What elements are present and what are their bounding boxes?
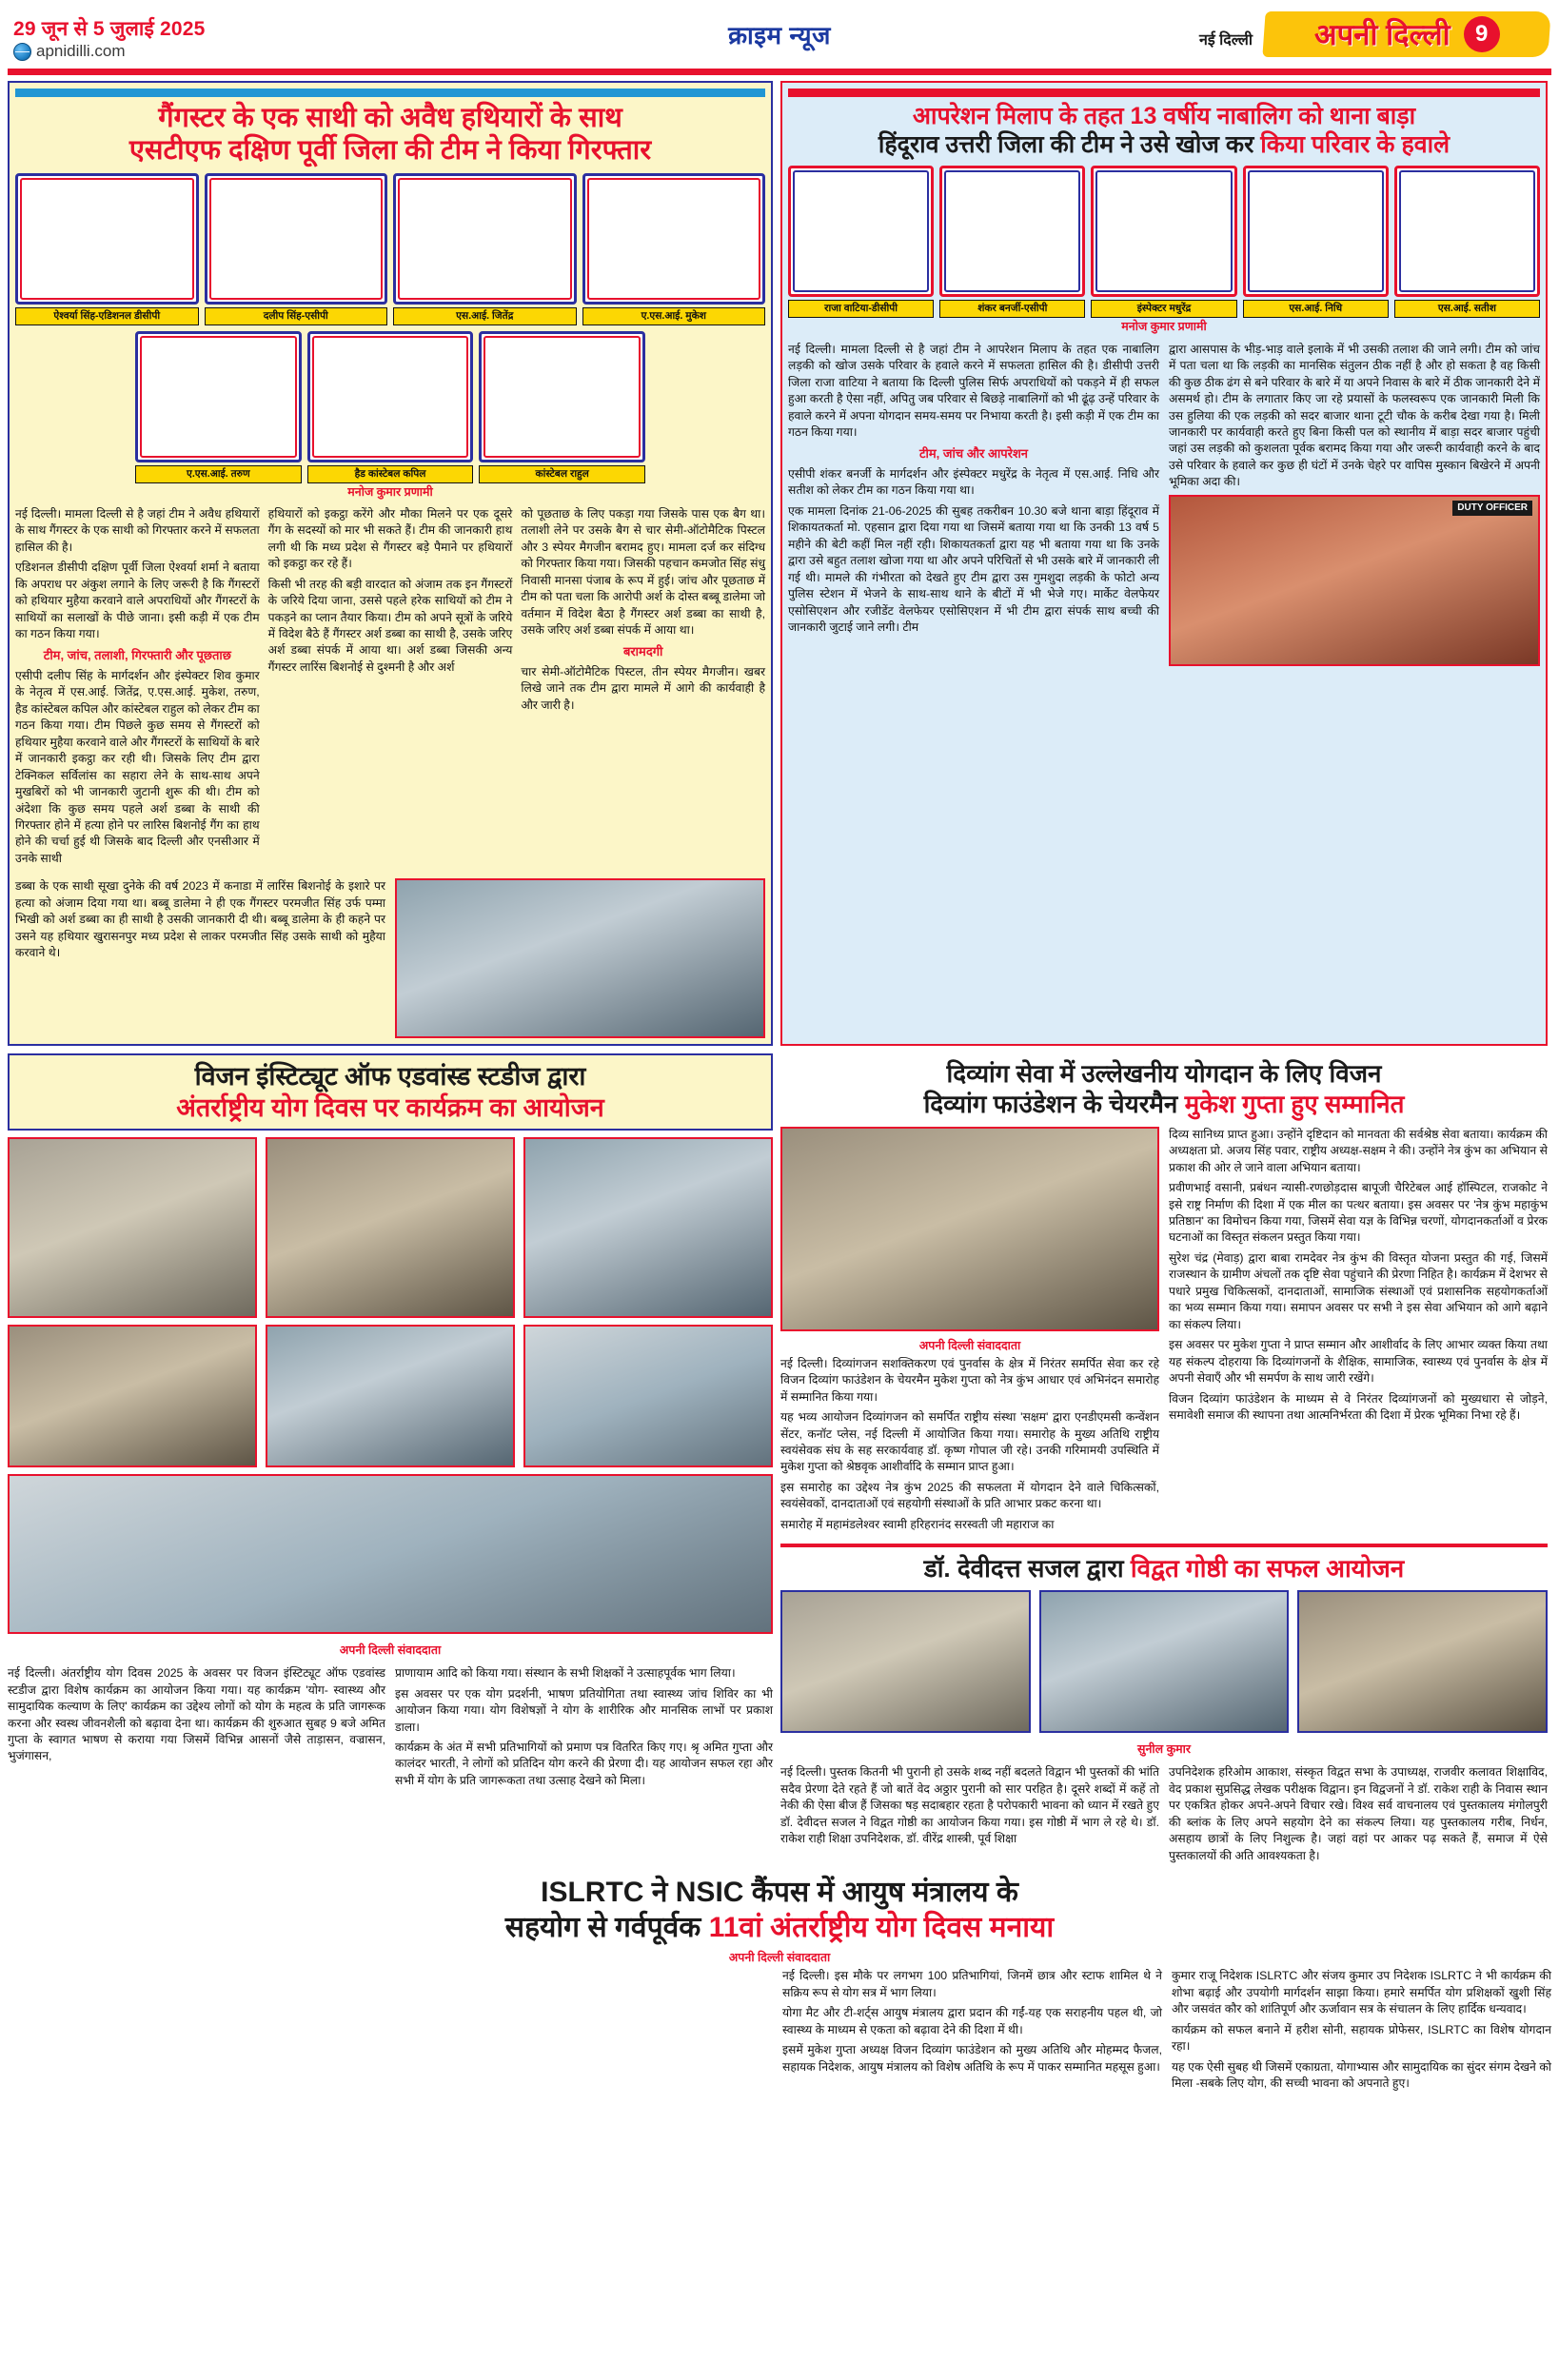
para: द्वारा आसपास के भीड़-भाड़ वाले इलाके में भी उसकी तलाश की जाने लगी। टीम को जांच में पता चला था कि लड़की का मानसिक संतुलन ठीक नहीं है और हो सकता है वह किसी की कुछ ठीक ढंग से बने परिवार के बारे में या अपने निवास के बारे में ठीक जानकारी देने में असमर्थ हो। टीम के लगातार किए जा रहे प्रयासों के फलस्वरूप एक जानकारी मिली कि उस हुलिया की एक लड़की को सदर बाजार थाना टूटी चौक के करीब देखा गया है। मिली जानकारी पर कार्यवाही करते हुए बिना किसी पल को स्थानीय में बाड़ा सदर बाजार पहुंची जहां उस लड़की को कुशलता पूर्वक बरामद किया गया और जरूरी कार्यवाही करने के बाद उसे परिवार के हवाले कर कुछ ही घंटों में उनके चेहरे पर वापिस मुस्कान बिखेरने में अपनी भूमिका अदा की। bbox=[1169, 342, 1540, 489]
duty-officer-sign: DUTY OFFICER bbox=[1452, 501, 1532, 516]
officer-card bbox=[479, 331, 645, 483]
para: नई दिल्ली। मामला दिल्ली से है जहां टीम ने आपरेशन मिलाप के तहत एक नाबालिग लड़की को खोज उसके परिवार के हवाले करने में सफलता हासिल की है। डीसीपी उत्तरी जिला राजा वाटिया ने बताया कि दिल्ली पुलिस सिर्फ अपराधियों को पकड़ने में ही सफल हुआ करती है ऐसा नहीं, अपितु जब परिवार से बिछड़े नाबालिगों को भी ढूंढ़ उन्हें परिवार के हवाले करने में अपना योगदान समय-समय पर निभाया करती है। इसी कड़ी में एक टीम का गठन किया गया। bbox=[788, 342, 1159, 439]
officer-caption: ऐश्वर्या सिंह-एडिशनल डीसीपी bbox=[15, 307, 199, 325]
photo-frame bbox=[1243, 166, 1389, 297]
goshthi-photo bbox=[1041, 1592, 1288, 1731]
divyang-byline: अपनी दिल्ली संवाददाता bbox=[918, 1338, 1021, 1352]
yoga-event-photo bbox=[525, 1139, 771, 1316]
para: उपनिदेशक हरिओम आकाश, संस्कृत विद्वत सभा के उपाध्यक्ष, राजवीर कलावत शिक्षाविद, वेद प्रकाश सुप्रसिद्ध लेखक परीक्षक विद्वान। इन विद्वजनों ने डॉ. राकेश राही के निवास स्थान पर एकत्रित होकर अपने-अपने विचार रखे। विश्व सर्व वाचनालय एवं पुस्तकालय मंगोलपुरी की ब्लांक के लिए अपने सहयोग देने का संकल्प लिया। यह पुस्तकालय गरीब, निर्धन, असहाय छात्रों के लिए निशुल्क है। जहां वहां पर आकर पढ़ सकते हैं, समाज में ऐसे पुस्तकालयों की अति आवश्यकता है। bbox=[1169, 1765, 1548, 1862]
photo-frame bbox=[15, 173, 199, 305]
para: इसमें मुकेश गुप्ता अध्यक्ष विजन दिव्यांग फाउंडेशन को मुख्य अतिथि और मोहम्मद फैजल, सहायक निदेशक, आयुष मंत्रालय को विशेष अतिथि के रूप में पाकर सम्मानित महसूस हुआ। bbox=[782, 2043, 1162, 2074]
masthead bbox=[0, 0, 1559, 69]
officer-card bbox=[307, 331, 474, 483]
islrtc-col-2 bbox=[1172, 1968, 1551, 2095]
para: यह भव्य आयोजन दिव्यांगजन को समर्पित राष्ट्रीय संस्था 'सक्षम' द्वारा एनडीएमसी कन्वेंशन सेंटर, कनॉट प्लेस, नई दिल्ली में आयोजित किया गया। समारोह के मुख्य अतिथि राष्ट्रीय स्वयंसेवक संघ के सह सरकार्यवाह डॉ. कृष्ण गोपाल जी रहे। उनकी गरिमामयी उपस्थिति में मुकेश गुप्ता को श्रेष्ठवृक आशीर्वादि के सम्मान प्राप्त हुआ। bbox=[780, 1410, 1159, 1474]
photo-frame bbox=[1297, 1590, 1548, 1733]
photo-frame bbox=[205, 173, 388, 305]
award-ceremony-photo bbox=[782, 1129, 1157, 1329]
top-stories-row bbox=[0, 81, 1559, 1046]
yoga-event-photo bbox=[267, 1327, 513, 1465]
islrtc-body bbox=[8, 1968, 1551, 2095]
story-milap bbox=[780, 81, 1548, 1046]
para: एसीपी शंकर बनर्जी के मार्गदर्शन और इंस्पेक्टर मधुरेंद्र के नेतृत्व में एस.आई. निधि और सतीश को लेकर टीम का गठन किया गया था। bbox=[788, 466, 1159, 498]
para: नई दिल्ली। मामला दिल्ली से है जहां टीम ने अवैध हथियारों के साथ गैंगस्टर के एक साथी को गिरफ्तार करने में सफलता हासिल की है। bbox=[15, 506, 260, 554]
officer-caption: कांस्टेबल राहुल bbox=[479, 465, 645, 483]
milap-subhead: टीम, जांच और आपरेशन bbox=[918, 446, 1029, 462]
milap-photo-row bbox=[788, 166, 1540, 318]
para: दिव्य सानिध्य प्राप्त हुआ। उन्होंने दृष्टिदान को मानवता की सर्वश्रेष्ठ सेवा बताया। कार्यक्रम की अध्यक्षता प्रो. अजय सिंह पवार, राष्ट्रीय अध्यक्ष-सक्षम ने की। उन्होंने नेत्र कुंभ का अभियान से प्रकाश की ओर ले जाने वाला अभियान बताया। bbox=[1169, 1127, 1548, 1174]
officer-card bbox=[393, 173, 577, 325]
officer-caption: इंस्पेक्टर मधुरेंद्र bbox=[1091, 300, 1236, 318]
yoga-event-photo bbox=[10, 1327, 255, 1465]
officer-caption: ए.एस.आई. तरुण bbox=[135, 465, 302, 483]
islrtc-col-1 bbox=[782, 1968, 1162, 2095]
gangster-body bbox=[15, 506, 765, 872]
yoga-byline: अपनी दिल्ली संवाददाता bbox=[339, 1643, 442, 1658]
photo-frame bbox=[780, 1127, 1159, 1331]
para: इस समारोह का उद्देश्य नेत्र कुंभ 2025 की सफलता में योगदान देने वाले चिकित्सकों, स्वयंसेवकों, दानदाताओं एवं सहयोगी संस्थाओं के प्रति आभार प्रकट करना था। bbox=[780, 1480, 1159, 1511]
milap-headline bbox=[788, 102, 1540, 159]
para: नई दिल्ली। इस मौके पर लगभग 100 प्रतिभागियां, जिनमें छात्र और स्टाफ शामिल थे ने सक्रिय रूप से योग सत्र में भाग लिया। bbox=[782, 1969, 1162, 1999]
para: हथियारों को इकट्ठा करेंगे और मौका मिलने पर एक दूसरे गैंग के सदस्यों को मार भी सकते हैं। टीम की जानकारी हाथ लगी थी कि मध्य प्रदेश से गैंगस्टर बड़े पैमाने पर हथियारों को इकट्ठा कर रहे हैं। bbox=[267, 506, 513, 571]
goshthi-photo bbox=[782, 1592, 1029, 1731]
page-number: 9 bbox=[1463, 16, 1499, 52]
officer-card bbox=[15, 173, 199, 325]
right-column-block bbox=[780, 1053, 1548, 1868]
para: कार्यक्रम को सफल बनाने में हरीश सोनी, सहायक प्रोफेसर, ISLRTC का विशेष योगदान रहा। bbox=[1172, 2022, 1551, 2054]
yoga-headline bbox=[15, 1061, 765, 1123]
para: को पूछताछ के लिए पकड़ा गया जिसके पास एक बैग था। तलाशी लेने पर उसके बैग से चार सेमी-ऑटोमैटिक पिस्टल और 3 स्पेयर मैगजीन बरामद हुए। मामला दर्ज कर संदिग्ध को गिरफ्तार किया गया। जिसकी पहचान कमजोत सिंह संधु निवासी मानसा पंजाब के रूप में हुई। जांच और पूछताछ में टीम को पता चला कि आरोपी अर्श के दोस्त बब्बू डालेमा जो वर्तमान में विदेश बैठा है गैंगस्टर अर्श डब्बा का साथी है, उसके जरिए अर्श डब्बा संपर्क में आया था। bbox=[521, 506, 766, 638]
officer-card bbox=[135, 331, 302, 483]
brand-name: अपनी दिल्ली bbox=[1313, 18, 1450, 51]
para: यह एक ऐसी सुबह थी जिसमें एकाग्रता, योगाभ्यास और सामुदायिक का सुंदर संगम देखने को मिला -सबके लिए योग, की सच्ची भावना को अपनाते हुए। bbox=[1172, 2059, 1551, 2091]
photo-frame bbox=[780, 1590, 1031, 1733]
brand-badge bbox=[1262, 11, 1550, 57]
officer-card bbox=[205, 173, 388, 325]
left-column-block bbox=[8, 1053, 773, 1868]
gangster-headline-line2: एसटीएफ दक्षिण पूर्वी जिला की टीम ने किया गिरफ्तार bbox=[128, 135, 652, 167]
goshthi-photo-row bbox=[780, 1590, 1548, 1733]
yoga-event-photo bbox=[267, 1139, 513, 1316]
photo-frame bbox=[1091, 166, 1236, 297]
photo-frame bbox=[393, 173, 577, 305]
para: चार सेमी-ऑटोमैटिक पिस्टल, तीन स्पेयर मैगजीन। खबर लिखे जाने तक टीम द्वारा मामले में आगे की कार्यवाही है और जारी है। bbox=[521, 664, 766, 712]
yoga-wide-photo-wrap bbox=[8, 1474, 773, 1634]
para: नई दिल्ली। अंतर्राष्ट्रीय योग दिवस 2025 के अवसर पर विजन इंस्टिट्यूट ऑफ एडवांस्ड स्टडीज द्वारा विशेष कार्यक्रम का आयोजन किया गया। यह कार्यक्रम 'योग- स्वास्थ्य और सामुदायिक कल्याण के लिए' कार्यक्रम का उद्देश्य लोगों को योग के महत्व के प्रति जागरूक करना और स्वस्थ जीवनशैली को बढ़ावा देना था। कार्यक्रम की शुरुआत सुबह 9 बजे अमित गुप्ता के स्वागत भाषण से कराया गया जिसमें विभिन्न आसनों जैसे ताड़ासन, वज्रासन, भुजंगासन, bbox=[8, 1666, 385, 1763]
islrtc-byline: अपनी दिल्ली संवाददाता bbox=[728, 1951, 831, 1965]
islrtc-headline-line1b: ने NSIC कैंपस में आयुष मंत्रालय के bbox=[651, 1877, 1018, 1909]
officer-card bbox=[1091, 166, 1236, 318]
islrtc-headline-line2a: सहयोग से गर्वपूर्वक bbox=[504, 1911, 709, 1943]
officer-caption: दलीप सिंह-एसीपी bbox=[205, 307, 388, 325]
para: नई दिल्ली। दिव्यांगजन सशक्तिकरण एवं पुनर्वास के क्षेत्र में निरंतर समर्पित सेवा कर रहे विजन दिव्यांग फाउंडेशन के चेयरमैन मुकेश गुप्ता को नेत्र कुंभ आधार एवं अभिनंदन समारोह में सम्मानित किया गया। bbox=[780, 1356, 1159, 1404]
gangster-subhead-2: बरामदगी bbox=[622, 644, 663, 659]
milap-col-1 bbox=[788, 342, 1159, 666]
bottom-story-wrap bbox=[0, 1876, 1559, 2095]
officer-caption: एस.आई. सतीश bbox=[1394, 300, 1540, 318]
islrtc-headline bbox=[8, 1876, 1551, 1945]
officer-card bbox=[1394, 166, 1540, 318]
para: एक मामला दिनांक 21-06-2025 की सुबह तकरीबन 10.30 बजे थाना बाड़ा हिंदूराव में शिकायतकर्ता मो. एहसान द्वारा दिया गया था जिसमें बताया गया था कि उनकी 13 वर्ष 5 महीने की बेटी कहीं मिल नहीं रही। शिकायतकर्ता द्वारा यह भी बताया गया था कि उनके द्वारा उसे बहुत तलाश खोजा गया था और अपने परिचितों से भी उसके बारे में जानकारी ली गई थी। मामले की गंभीरता को देखते हुए टीम द्वारा उस गुमशुदा लड़की के फोटो अन्य पुलिस स्टेशन में भेजने के साथ-साथ थाने के बीटों में भी भेजे गए। मार्केट वेलफेयर एसोसिएशन और रजीडेंट वेलफेयर एसोसिएशन में भी टीम द्वारा संपर्क साथ बच्ची की जानकारी जुटाई जाने लगी। टीम bbox=[788, 503, 1159, 634]
divyang-headline-line1: दिव्यांग सेवा में उल्लेखनीय योगदान के लिए विजन bbox=[946, 1059, 1382, 1089]
para: नई दिल्ली। पुस्तक कितनी भी पुरानी हो उसके शब्द नहीं बदलते विद्वान भी पुस्तकों की भांति सदैव प्रेरणा देते रहते हैं जो बातें वेद अठ्ठार पुरानी को सार परहित है। दूसरे शब्दों में कहें तो नेकी की ऐसा बीज हैं जिसका षड़ सदाबहार रहता है परोपकारी भावना को ध्यान में रखते हुए डॉ. देवीदत्त सजल ने विद्वत गोष्ठी का आयोजन किया गया। इस गोष्ठी में भाग ले रहे थे। डॉ. राकेश राही शिक्षा उपनिदेशक, डॉ. वीरेंद्र शास्त्री, पूर्व शिक्षा bbox=[780, 1765, 1159, 1846]
para: योगा मैट और टी-शर्ट्स आयुष मंत्रालय द्वारा प्रदान की गईं-यह एक सराहनीय पहल थी, जो स्वास्थ्य के माध्यम से एकता को बढ़ावा देने की दिशा में थी। bbox=[782, 2006, 1162, 2036]
headline-accent-bar bbox=[788, 89, 1540, 97]
photo-frame bbox=[479, 331, 645, 462]
website-label: apnidilli.com bbox=[36, 42, 126, 60]
goshthi-byline: सुनील कुमार bbox=[1137, 1742, 1191, 1757]
officer-card bbox=[1243, 166, 1389, 318]
photo-frame bbox=[266, 1137, 515, 1318]
gangster-footer-row bbox=[15, 878, 765, 1038]
yoga-event-photo bbox=[10, 1139, 255, 1316]
photo-frame bbox=[523, 1325, 773, 1467]
islrtc-headline-line1a: ISLRTC bbox=[541, 1877, 652, 1909]
reunion-photo bbox=[1171, 497, 1538, 664]
officer-caption: राजा वाटिया-डीसीपी bbox=[788, 300, 934, 318]
divyang-col-1 bbox=[780, 1356, 1159, 1534]
photo-frame bbox=[307, 331, 474, 462]
para: एडिशनल डीसीपी दक्षिण पूर्वी जिला ऐश्वर्या शर्मा ने बताया कि अपराध पर अंकुश लगाने के लिए जरूरी है कि गैंगस्टरों को हथियार मुहैया करवाने वाले अपराधियों और गैंगस्टरों के साथियों का सलाखों के पीछे जाना। इसी कड़ी में एक टीम का गठन किया गया। bbox=[15, 561, 260, 641]
photo-frame bbox=[8, 1325, 257, 1467]
officer-card bbox=[939, 166, 1085, 318]
yoga-mass-session-photo bbox=[10, 1476, 771, 1632]
photo-frame bbox=[266, 1325, 515, 1467]
gangster-col-3 bbox=[521, 506, 765, 872]
photo-frame bbox=[1169, 495, 1540, 666]
goshthi-col-2 bbox=[1169, 1764, 1548, 1868]
gangster-headline bbox=[15, 102, 765, 167]
para: सुरेश चंद्र (मेवाड़) द्वारा बाबा रामदेवर नेत्र कुंभ की विस्तृत योजना प्रस्तुत की गई, जिसमें राजस्थान के ग्रामीण अंचलों तक दृष्टि सेवा पहुंचाने की प्रेरणा निहित है। कार्यक्रम में देशभर से पधारे प्रमुख चिकित्सकों, दानदाताओं, सामाजिक संस्थाओं एवं प्रशासनिक सहयोगकर्ताओं का भव्य सम्मान किया गया। समापन अवसर पर सभी ने इस सेवा अभियान को आगे बढ़ाने का संकल्प लिया। bbox=[1169, 1250, 1548, 1331]
divyang-headline-line2a: दिव्यांग फाउंडेशन के चेयरमैन bbox=[923, 1089, 1185, 1118]
divyang-top bbox=[780, 1127, 1548, 1538]
story-gangster bbox=[8, 81, 773, 1046]
photo-frame bbox=[8, 1474, 773, 1634]
photo-frame bbox=[1394, 166, 1540, 297]
yoga-photo-row-2 bbox=[8, 1325, 773, 1467]
para: समारोह में महामंडलेश्वर स्वामी हरिहरानंद सरस्वती जी महाराज का bbox=[780, 1517, 1055, 1531]
para: किसी भी तरह की बड़ी वारदात को अंजाम तक इन गैंगस्टरों के जरिये दिया जाना, उससे पहले हरेक साथियों को टीम ने पकड़ने का प्लान तैयार किया। टीम को अपने सूत्रों के जरिये में विदेश बैठे हैं गैंगस्टर अर्श डब्बा का साथी है, उसके जरिए अर्श डब्बा संपर्क में आया था। अर्श डब्बा जिसकी अन्य गैंगस्टर लारिंस बिशनोई से दुश्मनी है और अर्श bbox=[267, 577, 513, 674]
islrtc-headline-line2b: 11वां अंतर्राष्ट्रीय योग दिवस मनाया bbox=[708, 1911, 1055, 1943]
para: कार्यक्रम के अंत में सभी प्रतिभागियों को प्रमाण पत्र वितरित किए गए। श्रृ अमित गुप्ता और कालंदर भारती, ने लोगों को प्रतिदिन योग करने की प्रेरणा दी। यह आयोजन सफल रहा और सभी में योग के प्रति जागरूकता तथा उत्साह देखने को मिला। bbox=[395, 1740, 773, 1787]
para: प्रवीणभाई वसानी, प्रबंधन न्यासी-रणछोड़दास बापूजी चैरिटेबल आई हॉस्पिटल, राजकोट ने इसे राष्ट्र निर्माण की दिशा में एक मील का पत्थर बताया। इस अवसर पर 'नेत्र कुंभ महाकुंभ प्रतिष्ठान' का विमोचन किया गया, जिसमें सेवा यज्ञ के विभिन्न चरणों, योगदानकर्ताओं व प्रेरक घटनाओं का विस्तृत संकलन प्रस्तुत किया गया। bbox=[1169, 1181, 1548, 1245]
goshthi-body bbox=[780, 1764, 1548, 1868]
yoga-photo-row-1 bbox=[8, 1137, 773, 1318]
yoga-body bbox=[8, 1665, 773, 1793]
photo-frame bbox=[8, 1137, 257, 1318]
officer-card bbox=[582, 173, 766, 325]
milap-byline: मनोज कुमार प्रणामी bbox=[1121, 319, 1207, 333]
milap-col-2 bbox=[1169, 342, 1540, 666]
gangster-photo-row-1 bbox=[15, 173, 765, 325]
gangster-col-1 bbox=[15, 506, 260, 872]
milap-headline-line2b: किया परिवार के हवाले bbox=[1260, 131, 1450, 158]
section-title: क्राइम न्यूज bbox=[728, 21, 831, 49]
divyang-col-2 bbox=[1169, 1127, 1548, 1538]
goshthi-headline-a: डॉ. देवीदत्त सजल द्वारा bbox=[923, 1554, 1131, 1583]
officer-caption: एस.आई. जितेंद्र bbox=[393, 307, 577, 325]
gangster-photo-row-2 bbox=[15, 331, 765, 483]
photo-frame bbox=[788, 166, 934, 297]
para: विजन दिव्यांग फाउंडेशन के माध्यम से वे निरंतर दिव्यांगजनों को मुख्यधारा से जोड़ने, समावेशी समाज की स्थापना तथा आत्मनिर्भरता की दिशा में प्रेरक भूमिका निभा रहे हैं। bbox=[1169, 1391, 1548, 1422]
para: एसीपी दलीप सिंह के मार्गदर्शन और इंस्पेक्टर शिव कुमार के नेतृत्व में एस.आई. जितेंद्र, ए.एस.आई. मुकेश, तरुण, हैड कांस्टेबल कपिल और कांस्टेबल राहुल को लेकर टीम का गठन किया गया। टीम पिछले कुछ समय से गैंगस्टरों को हथियार मुहैया करवाने वाले और गैंगस्टरों के साथियों के बारे में जानकारी इकट्ठा कर रही थी। जिसके लिए टीम द्वारा टेक्निकल सर्विलांस का सहारा लेने के साथ-साथ अपने मुखबिरों को भी जानकारी जुटानी शुरू की थी। टीम को अंदेशा कि कुछ समय पहले अर्श डब्बा के साथी की गिरफ्तार होने में हत्या होने पर लारिस बिशनोई गैंग का हाथ होने की चर्चा हुई थी जिसके बाद दिल्ली और एनसीआर में उनके साथी bbox=[15, 668, 260, 865]
officer-caption: शंकर बनर्जी-एसीपी bbox=[939, 300, 1085, 318]
edition-city: नई दिल्ली bbox=[1198, 32, 1253, 49]
photo-frame bbox=[939, 166, 1085, 297]
masthead-rule bbox=[8, 69, 1551, 75]
goshthi-photo bbox=[1299, 1592, 1546, 1731]
issue-date: 29 जून से 5 जुलाई 2025 bbox=[13, 18, 206, 40]
goshthi-headline bbox=[780, 1554, 1548, 1583]
divyang-headline bbox=[780, 1059, 1548, 1118]
section-divider bbox=[780, 1544, 1548, 1547]
gangster-headline-line1: गैंगस्टर के एक साथी को अवैध हथियारों के साथ bbox=[158, 103, 622, 133]
gangster-byline: मनोज कुमार प्रणामी bbox=[347, 484, 433, 499]
photo-frame bbox=[135, 331, 302, 462]
headline-accent-bar bbox=[15, 89, 765, 97]
para: इस अवसर पर मुकेश गुप्ता ने प्राप्त सम्मान और आशीर्वाद के लिए आभार व्यक्त किया तथा यह संकल्प दोहराया कि दिव्यांगजनों के शैक्षिक, सामाजिक, स्वास्थ्य एवं पुनर्वास के क्षेत्र में अपनी सेवाएँ और भी समर्पण के साथ जारी रखेंगे। bbox=[1169, 1338, 1548, 1386]
yoga-headline-line2: अंतर्राष्ट्रीय योग दिवस पर कार्यक्रम का आयोजन bbox=[176, 1092, 604, 1122]
milap-body bbox=[788, 342, 1540, 666]
accused-group-photo bbox=[397, 880, 763, 1036]
yoga-event-photo bbox=[525, 1327, 771, 1465]
photo-frame bbox=[582, 173, 766, 305]
officer-caption: एस.आई. निधि bbox=[1243, 300, 1389, 318]
para: कुमार राजू निदेशक ISLRTC और संजय कुमार उप निदेशक ISLRTC ने भी कार्यक्रम की शोभा बढ़ाई और उपयोगी मार्गदर्शन साझा किया। हमारे समर्पित योग प्रशिक्षकों खुशी सिंह और जसवंत कौर को शांतिपूर्ण और ऊर्जावान सत्र के संचालन के लिए हार्दिक धन्यवाद। bbox=[1172, 1969, 1551, 2016]
gangster-group-photo-wrap bbox=[395, 878, 765, 1038]
para: डब्बा के एक साथी सूखा दुनेके की वर्ष 2023 में कनाडा में लारिंस बिशनोई के इशारे पर हत्या को अंजाम दिया गया था। बब्बू डालेमा ने ही एक गैंगस्टर परमजीत सिंह उर्फ पम्मा भिखी को अर्श डब्बा का ही साथी है उसकी जानकारी दी थी। बब्बू डालेमा के ही कहने पर उसने यह हथियार खुरासनपुर मध्य प्रदेश से लाकर परमजीत सिंह उसके साथी को मुहैया करवाने थे। bbox=[15, 879, 385, 960]
yoga-headline-line1: विजन इंस्टिट्यूट ऑफ एडवांस्ड स्टडीज द्वारा bbox=[194, 1062, 586, 1092]
story-yoga-vision bbox=[8, 1053, 773, 1131]
goshthi-col-1 bbox=[780, 1764, 1159, 1868]
gangster-col-2 bbox=[268, 506, 513, 872]
photo-frame bbox=[395, 878, 765, 1038]
yoga-col-2 bbox=[395, 1665, 773, 1793]
milap-headline-line2a: हिंदूराव उत्तरी जिला की टीम ने उसे खोज कर bbox=[878, 131, 1261, 158]
story-divyang bbox=[780, 1059, 1548, 1537]
photo-frame bbox=[1039, 1590, 1290, 1733]
photo-frame bbox=[523, 1137, 773, 1318]
para: इस अवसर पर एक योग प्रदर्शनी, भाषण प्रतियोगिता तथा स्वास्थ्य जांच शिविर का भी आयोजन किया गया। योग विशेषज्ञों ने योग के शारीरिक और मानसिक लाभों पर प्रकाश डाला। bbox=[395, 1686, 773, 1734]
story-goshthi bbox=[780, 1554, 1548, 1868]
para: प्राणायाम आदि को किया गया। संस्थान के सभी शिक्षकों ने उत्साहपूर्वक भाग लिया। bbox=[395, 1666, 736, 1681]
divyang-headline-line2b: मुकेश गुप्ता हुए सम्मानित bbox=[1184, 1089, 1405, 1118]
goshthi-headline-b: विद्वत गोष्ठी का सफल आयोजन bbox=[1130, 1554, 1405, 1583]
milap-headline-line1: आपरेशन मिलाप के तहत 13 वर्षीय नाबालिग को थाना बाड़ा bbox=[912, 103, 1416, 129]
officer-caption: ए.एस.आई. मुकेश bbox=[582, 307, 766, 325]
officer-card bbox=[788, 166, 934, 318]
gangster-footer-text bbox=[15, 878, 385, 1038]
islrtc-spacer-col bbox=[8, 1968, 773, 2095]
gangster-subhead: टीम, जांच, तलाशी, गिरफ्तारी और पूछताछ bbox=[43, 648, 231, 663]
middle-row bbox=[0, 1053, 1559, 1868]
yoga-col-1 bbox=[8, 1665, 385, 1793]
officer-caption: हैड कांस्टेबल कपिल bbox=[307, 465, 474, 483]
